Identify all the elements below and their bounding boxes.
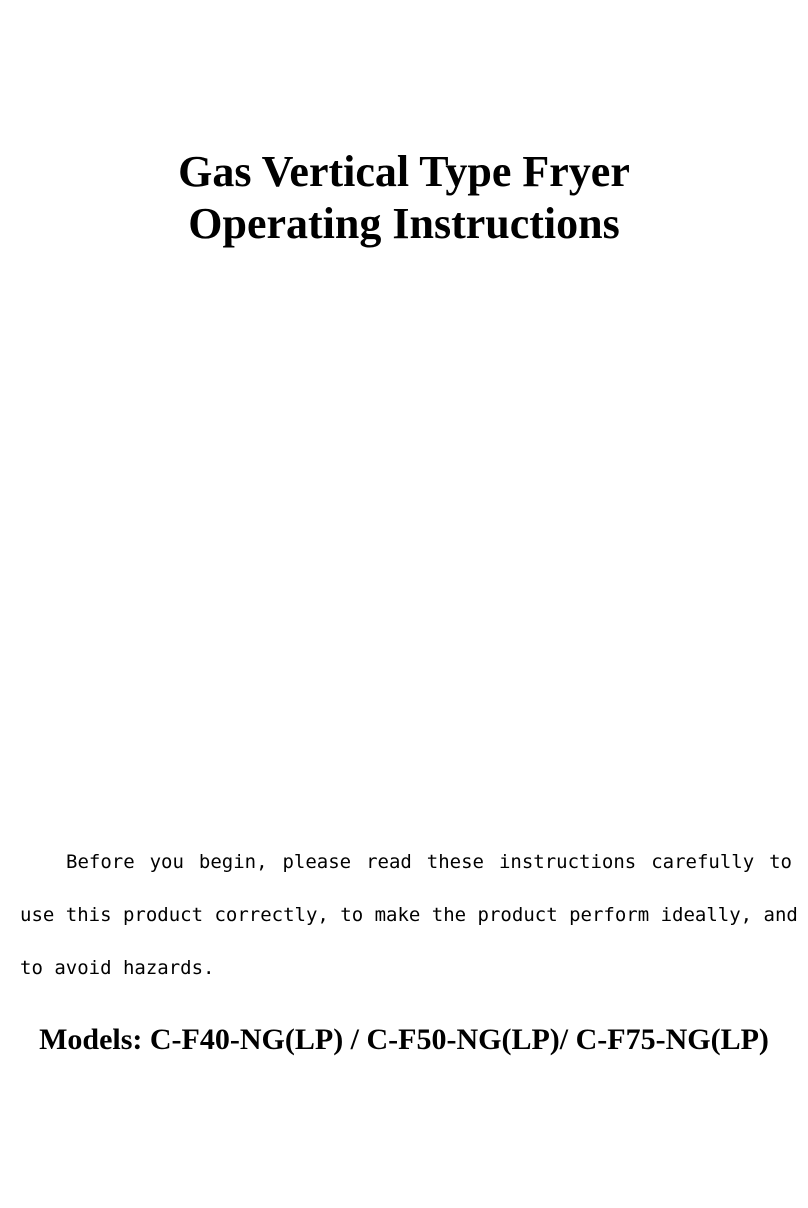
intro-line-2: use this product correctly, to make the product perform ideally, and [20, 904, 798, 926]
title-line-instructions: Operating Instructions [188, 199, 620, 248]
title-line-product: Gas Vertical Type Fryer [178, 147, 630, 196]
document-title [0, 146, 808, 250]
models-heading: Models: C-F40-NG(LP) / C-F50-NG(LP)/ C-F75-NG(LP) [39, 1023, 769, 1056]
intro-line-3: to avoid hazards. [20, 957, 215, 979]
intro-paragraph [20, 836, 798, 995]
intro-line-1: Before you begin, please read these instructions carefully to [66, 851, 792, 873]
